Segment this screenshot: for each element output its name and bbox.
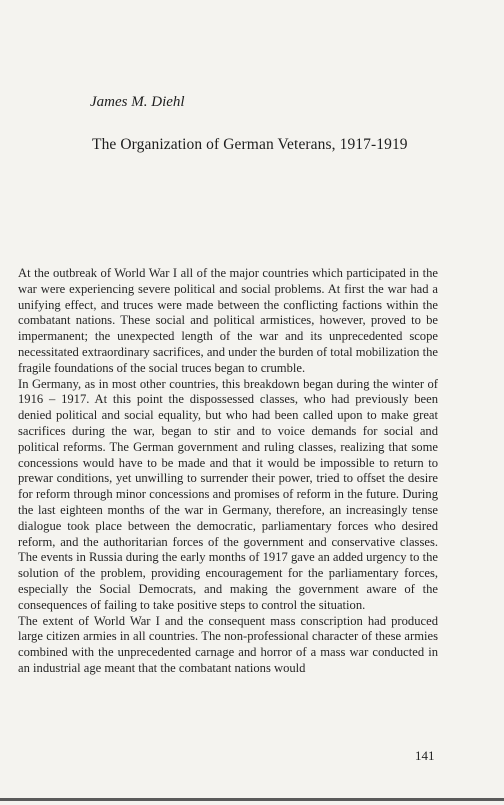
article-body xyxy=(18,266,438,677)
article-title: The Organization of German Veterans, 1917-1919 xyxy=(92,136,408,153)
paragraph-2: In Germany, as in most other countries, this breakdown began during the winter of 1916 – 1917. At this point the dispossessed classes, who had previously been denied political and social equality, but who had been called upon to make great sacrifices during the war, began to stir and to voice demands for social and political reforms. The German government and ruling classes, realizing that some concessions would have to be made and that it would be impossible to return to prewar conditions, yet unwilling to surrender their power, tried to offset the desire for reform through minor concessions and promises of reform in the future. During the last eighteen months of the war in Germany, therefore, an increasingly tense dialogue took place between the democratic, parliamentary forces who desired reform, and the authoritarian forces of the government and conservative classes. The events in Russia during the early months of 1917 gave an added urgency to the solution of the problem, providing encouragement for the parliamentary forces, especially the Social Democrats, and making the government aware of the consequences of failing to take positive steps to control the situation. xyxy=(18,376,438,612)
paragraph-3: The extent of World War I and the consequent mass conscription had produced large citizen armies in all countries. The non-professional character of these armies combined with the unprecedented carnage and horror of a mass war conducted in an industrial age meant that the combatant nations would xyxy=(18,613,438,675)
author-name: James M. Diehl xyxy=(90,94,185,110)
paragraph-1: At the outbreak of World War I all of the major countries which participated in the war were experiencing severe political and social problems. At first the war had a unifying effect, and truces were made between the conflicting factions within the combatant nations. These social and political armistices, however, proved to be impermanent; the unexpected length of the war and its unprecedented scope necessitated extraordinary sacrifices, and under the burden of total mobilization the fragile foundations of the social truces began to crumble. xyxy=(18,266,438,375)
page-number: 141 xyxy=(415,748,435,763)
scan-edge-rule xyxy=(0,798,504,801)
